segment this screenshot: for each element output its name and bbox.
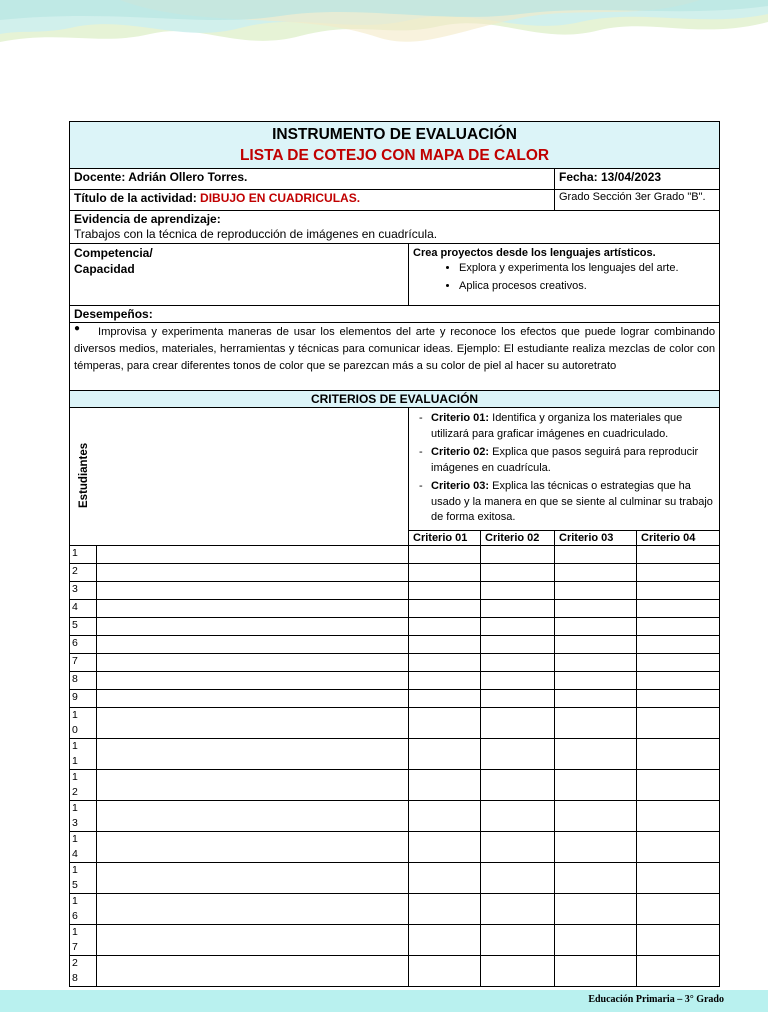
docente-row — [70, 169, 720, 190]
student-row — [70, 545, 720, 563]
criterio-cell[interactable] — [555, 893, 637, 924]
titulo-value: DIBUJO EN CUADRICULAS. — [200, 191, 361, 205]
student-name-cell[interactable] — [97, 893, 409, 924]
student-row — [70, 893, 720, 924]
row-number-digit: 1 — [72, 925, 78, 938]
criterios-description-row — [70, 408, 720, 531]
criterio-cell[interactable] — [481, 769, 555, 800]
row-number — [70, 831, 97, 862]
student-row — [70, 955, 720, 986]
student-name-cell[interactable] — [97, 955, 409, 986]
capacidad-item: • Aplica procesos creativos. — [459, 280, 715, 292]
student-row — [70, 563, 720, 581]
row-number-digit: 1 — [72, 894, 78, 907]
criterio-cell[interactable] — [555, 831, 637, 862]
criterio-label: Criterio 01: — [431, 412, 490, 424]
criterio-cell[interactable] — [555, 689, 637, 707]
row-number: 9 — [70, 689, 97, 707]
criterio-cell[interactable] — [555, 653, 637, 671]
criterio-cell[interactable] — [409, 671, 481, 689]
criterio-cell[interactable] — [409, 563, 481, 581]
column-header-criterio-03: Criterio 03 — [555, 530, 637, 545]
row-number — [70, 924, 97, 955]
row-number — [70, 800, 97, 831]
criterio-cell[interactable] — [409, 599, 481, 617]
evaluation-instrument-table — [69, 121, 720, 987]
student-name-cell[interactable] — [97, 599, 409, 617]
student-row — [70, 707, 720, 738]
desempenos-label-row — [70, 306, 720, 323]
criterio-cell[interactable] — [481, 617, 555, 635]
footer-text: Educación Primaria – 3° Grado — [588, 994, 724, 1005]
criterio-cell[interactable] — [481, 800, 555, 831]
student-name-cell[interactable] — [97, 563, 409, 581]
criterio-cell[interactable] — [637, 738, 720, 769]
column-header-criterio-04: Criterio 04 — [637, 530, 720, 545]
row-number-digit: 8 — [72, 971, 78, 984]
criterio-cell[interactable] — [637, 862, 720, 893]
student-name-cell[interactable] — [97, 689, 409, 707]
row-number-digit: 1 — [72, 754, 78, 767]
criterio-cell[interactable] — [481, 671, 555, 689]
decorative-wave-banner — [0, 0, 768, 70]
row-number — [70, 893, 97, 924]
criterio-cell[interactable] — [409, 581, 481, 599]
criterio-cell[interactable] — [555, 738, 637, 769]
student-name-cell[interactable] — [97, 862, 409, 893]
desempenos-text-row — [70, 323, 720, 391]
student-name-cell[interactable] — [97, 924, 409, 955]
student-row — [70, 581, 720, 599]
criterio-cell[interactable] — [481, 831, 555, 862]
criterio-cell[interactable] — [481, 563, 555, 581]
criterio-cell[interactable] — [555, 617, 637, 635]
row-number-digit: 2 — [72, 956, 78, 969]
student-row — [70, 617, 720, 635]
criterio-cell[interactable] — [409, 545, 481, 563]
criterios-heading-row — [70, 391, 720, 408]
criterio-cell[interactable] — [637, 671, 720, 689]
criterio-cell[interactable] — [481, 707, 555, 738]
column-header-criterio-01: Criterio 01 — [409, 530, 481, 545]
criterio-text: Explica las técnicas o estrategias que ha usado y la manera en que se siente al culminar su trabajo de forma exitosa. — [431, 480, 713, 523]
criterio-cell[interactable] — [409, 831, 481, 862]
student-name-cell[interactable] — [97, 800, 409, 831]
row-number: 2 — [70, 563, 97, 581]
criterio-cell[interactable] — [481, 893, 555, 924]
criterio-cell[interactable] — [637, 689, 720, 707]
student-name-cell[interactable] — [97, 671, 409, 689]
desempenos-label: Desempeños: — [70, 306, 720, 323]
criterio-item — [419, 411, 715, 442]
criterio-cell[interactable] — [481, 545, 555, 563]
student-row — [70, 924, 720, 955]
desempenos-text-cell — [70, 323, 720, 391]
student-row — [70, 599, 720, 617]
row-number-digit: 1 — [72, 770, 78, 783]
criterio-cell[interactable] — [481, 955, 555, 986]
row-number — [70, 862, 97, 893]
criterios-list — [413, 411, 715, 526]
criterio-cell[interactable] — [555, 769, 637, 800]
criterio-cell[interactable] — [555, 955, 637, 986]
competencia-row — [70, 244, 720, 306]
estudiantes-label: Estudiantes — [78, 442, 90, 508]
evidencia-cell — [70, 211, 720, 244]
evidencia-label: Evidencia de aprendizaje: — [74, 212, 221, 226]
criterio-cell[interactable] — [637, 831, 720, 862]
row-number — [70, 707, 97, 738]
criterio-cell[interactable] — [555, 545, 637, 563]
criterio-cell[interactable] — [481, 653, 555, 671]
student-name-cell[interactable] — [97, 581, 409, 599]
criterio-cell[interactable] — [481, 924, 555, 955]
titulo-row — [70, 190, 720, 211]
bullet-icon: ● — [74, 323, 81, 334]
student-name-cell[interactable] — [97, 617, 409, 635]
criterio-cell[interactable] — [555, 671, 637, 689]
criterio-cell[interactable] — [637, 635, 720, 653]
title-cell — [70, 122, 720, 169]
student-name-cell[interactable] — [97, 545, 409, 563]
criterio-cell[interactable] — [637, 893, 720, 924]
student-name-cell[interactable] — [97, 831, 409, 862]
capacidad-item: • Explora y experimenta los lenguajes del arte. — [459, 262, 715, 274]
row-number: 6 — [70, 635, 97, 653]
criterio-cell[interactable] — [555, 862, 637, 893]
criterio-cell[interactable] — [409, 689, 481, 707]
row-number-digit: 1 — [72, 863, 78, 876]
criterio-cell[interactable] — [481, 689, 555, 707]
competencia-label: Competencia/ — [74, 246, 153, 260]
criterio-cell[interactable] — [481, 599, 555, 617]
criterio-cell[interactable] — [637, 707, 720, 738]
criterio-cell[interactable] — [409, 862, 481, 893]
student-row — [70, 831, 720, 862]
row-number: 7 — [70, 653, 97, 671]
criterio-item — [419, 445, 715, 476]
student-row — [70, 635, 720, 653]
criterio-cell[interactable] — [409, 769, 481, 800]
competencia-content-cell — [409, 244, 720, 306]
row-number-digit: 1 — [72, 832, 78, 845]
criterio-cell[interactable] — [409, 738, 481, 769]
estudiantes-cell — [70, 408, 409, 546]
student-row — [70, 769, 720, 800]
criterio-cell[interactable] — [555, 800, 637, 831]
desempenos-text: Improvisa y experimenta maneras de usar los elementos del arte y reconoce los efectos que puede lograr combinando diversos medios, materiales, herramientas y técnicas para comunicar ideas. Ejemplo: El estudiante realiza mezclas de color con témperas, para crear diferentes tonos de color que se parezcan más a su color de piel al hacer su autoretrato — [74, 326, 716, 372]
criterio-cell[interactable] — [637, 617, 720, 635]
criterio-cell[interactable] — [555, 563, 637, 581]
criterio-cell[interactable] — [555, 581, 637, 599]
grado-cell: Grado Sección 3er Grado "B". — [555, 190, 720, 211]
criterio-cell[interactable] — [409, 707, 481, 738]
criterio-cell[interactable] — [637, 955, 720, 986]
row-number — [70, 769, 97, 800]
criterio-cell[interactable] — [637, 800, 720, 831]
criterio-cell[interactable] — [409, 635, 481, 653]
capacidad-list — [413, 262, 715, 292]
criterios-list-cell — [409, 408, 720, 531]
criterio-cell[interactable] — [637, 769, 720, 800]
titulo-label: Título de la actividad: — [74, 191, 197, 205]
docente-cell: Docente: Adrián Ollero Torres. — [70, 169, 555, 190]
titulo-cell — [70, 190, 555, 211]
criterio-cell[interactable] — [481, 635, 555, 653]
row-number: 5 — [70, 617, 97, 635]
student-row — [70, 738, 720, 769]
student-name-cell[interactable] — [97, 635, 409, 653]
criterio-cell[interactable] — [481, 862, 555, 893]
criterio-cell[interactable] — [637, 924, 720, 955]
criterio-cell[interactable] — [555, 707, 637, 738]
competencia-label-cell — [70, 244, 409, 306]
criterio-cell[interactable] — [637, 581, 720, 599]
student-name-cell[interactable] — [97, 653, 409, 671]
row-number-digit: 2 — [72, 785, 78, 798]
criterio-label: Criterio 03: — [431, 480, 490, 492]
student-row — [70, 800, 720, 831]
criterio-cell[interactable] — [409, 800, 481, 831]
row-number-digit: 1 — [72, 708, 78, 721]
row-number-digit: 3 — [72, 816, 78, 829]
criterio-item — [419, 479, 715, 526]
competencia-heading: Crea proyectos desde los lenguajes artísticos. — [413, 247, 656, 259]
student-name-cell[interactable] — [97, 738, 409, 769]
criterio-cell[interactable] — [637, 653, 720, 671]
criterio-cell[interactable] — [409, 617, 481, 635]
criterio-cell[interactable] — [637, 563, 720, 581]
criterio-cell[interactable] — [555, 635, 637, 653]
row-number: 1 — [70, 545, 97, 563]
row-number — [70, 955, 97, 986]
criterio-cell[interactable] — [409, 893, 481, 924]
column-header-criterio-02: Criterio 02 — [481, 530, 555, 545]
criterio-label: Criterio 02: — [431, 446, 490, 458]
student-row — [70, 862, 720, 893]
criterio-cell[interactable] — [409, 653, 481, 671]
row-number-digit: 7 — [72, 940, 78, 953]
row-number-digit: 0 — [72, 723, 78, 736]
criterio-text: Identifica y organiza los materiales que utilizará para graficar imágenes en cuadriculado. — [431, 412, 683, 440]
row-number-digit: 4 — [72, 847, 78, 860]
document-subtitle: LISTA DE COTEJO CON MAPA DE CALOR — [239, 147, 550, 164]
student-name-cell[interactable] — [97, 769, 409, 800]
criterio-cell[interactable] — [409, 955, 481, 986]
criterio-cell[interactable] — [555, 599, 637, 617]
row-number — [70, 738, 97, 769]
row-number-digit: 1 — [72, 801, 78, 814]
criterios-heading: CRITERIOS DE EVALUACIÓN — [70, 391, 720, 408]
fecha-cell: Fecha: 13/04/2023 — [555, 169, 720, 190]
student-row — [70, 653, 720, 671]
criterio-cell[interactable] — [637, 545, 720, 563]
student-row — [70, 671, 720, 689]
student-name-cell[interactable] — [97, 707, 409, 738]
row-number: 4 — [70, 599, 97, 617]
student-row — [70, 689, 720, 707]
criterio-cell[interactable] — [481, 738, 555, 769]
title-row — [70, 122, 720, 169]
criterio-cell[interactable] — [637, 599, 720, 617]
capacidad-label: Capacidad — [74, 262, 135, 276]
row-number-digit: 6 — [72, 909, 78, 922]
criterio-text: Explica que pasos seguirá para reproducir imágenes en cuadrícula. — [431, 446, 699, 474]
row-number: 8 — [70, 671, 97, 689]
evidencia-row — [70, 211, 720, 244]
document-title: INSTRUMENTO DE EVALUACIÓN — [272, 126, 517, 143]
criterio-cell[interactable] — [409, 924, 481, 955]
criterio-cell[interactable] — [555, 924, 637, 955]
row-number: 3 — [70, 581, 97, 599]
evidencia-text: Trabajos con la técnica de reproducción de imágenes en cuadrícula. — [74, 227, 438, 241]
row-number-digit: 5 — [72, 878, 78, 891]
criterio-cell[interactable] — [481, 581, 555, 599]
row-number-digit: 1 — [72, 739, 78, 752]
